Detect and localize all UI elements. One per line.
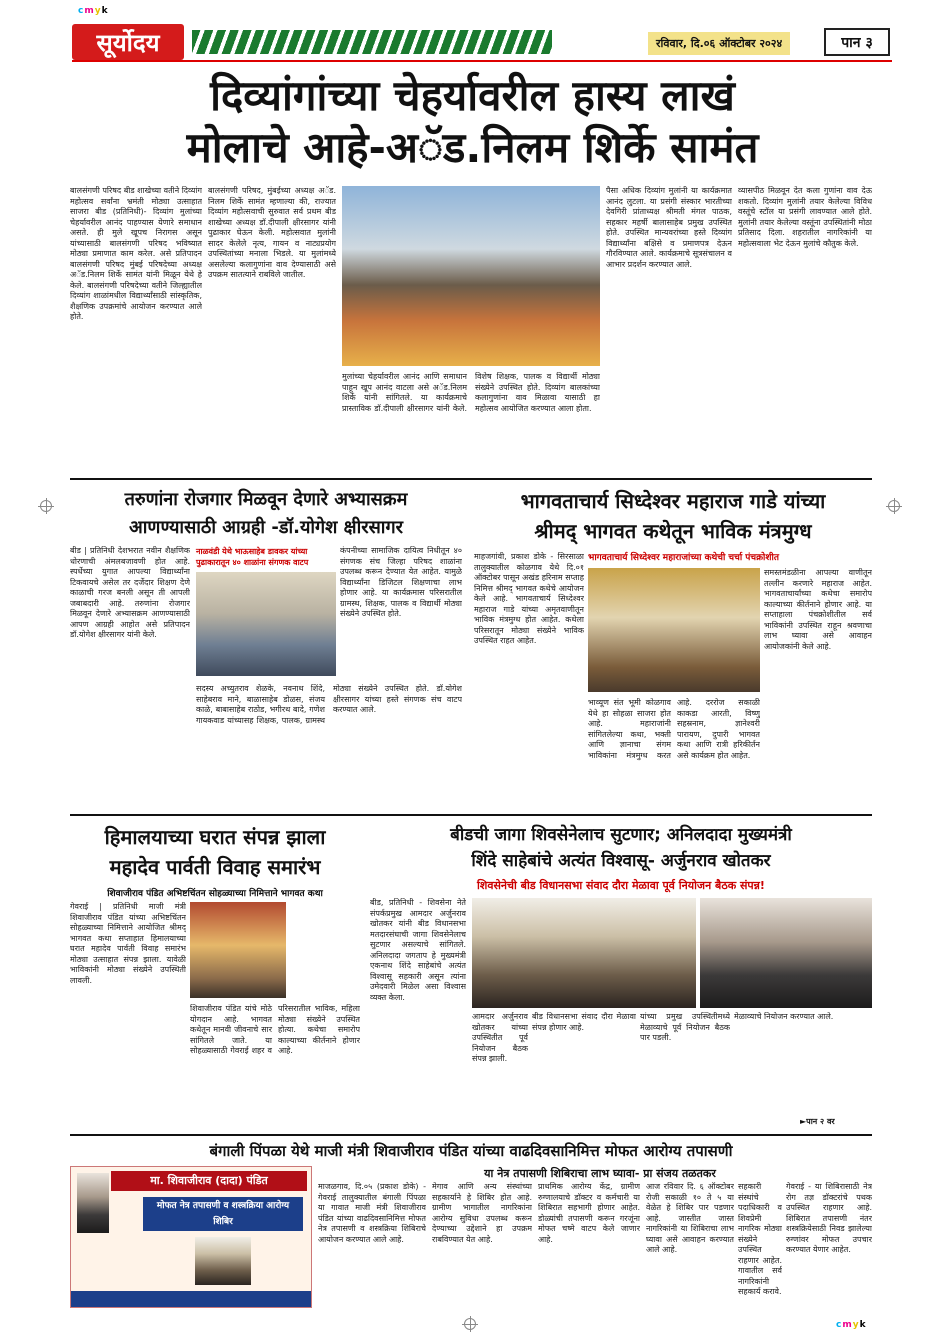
story1-headline-line2: मोलाचे आहे-अॅड.निलम शिर्के सामंत bbox=[186, 123, 759, 172]
registration-mark-bottom bbox=[464, 1318, 476, 1330]
story5-continued-label: पान २ वर bbox=[806, 1117, 835, 1126]
masthead bbox=[72, 24, 892, 62]
poster-footer-strip bbox=[71, 1291, 311, 1307]
story3-headline bbox=[474, 486, 872, 546]
story3-photo-caption: भागवताचार्य सिध्देश्वर महाराजांच्या कथेची चर्चा पंचक्रोशीत bbox=[588, 553, 779, 563]
story5-caption-2: बीड विधानसभा संवाद दौरा मेळावा संपन्न होणार आहे. bbox=[532, 1012, 636, 1032]
story5-headline bbox=[370, 822, 872, 874]
story5-caption-4: मेळाव्याचे नियोजन करण्यात आले. bbox=[734, 1012, 834, 1021]
story1-headline-line1: दिव्यांगांच्या चेहर्यावरील हास्य लाखं bbox=[210, 71, 735, 120]
story3-photo bbox=[588, 568, 760, 692]
story2-column-3: सदस्य अच्युतराव शेळके, नवनाथ शिंदे, साहेबराव माने, बाळासाहेब डोळस, संजय काळे, बाबासाहेब राठोड, भगीरथ बादे, गणेश गायकवाड यांच्यासह शिक्षक, पालक, ग्रामस्थ मोठ्या संख्येने उपस्थित होते. डॉ.योगेश क्षीरसागर यांच्या हस्ते संगणक संच वाटप करण्यात आले. bbox=[196, 684, 462, 725]
story4-headline bbox=[70, 822, 360, 882]
story5-column-1: बीड, प्रतिनिधी - शिवसेना नेते संपर्कप्रमुख आमदार अर्जुनराव खोतकर यांनी बीड विधानसभा मतदारसंघाची जागा शिवसेनेलाच सुटणार असल्याचे सांगितले. अनिलदादा जगताप हे मुख्यमंत्री एकनाथ शिंदे साहेबांचे अत्यंत विश्वासू सहकारी असून त्यांना उमेदवारी मिळेल असा विश्वास व्यक्त केला. bbox=[370, 898, 466, 1002]
continued-arrow-icon: ► bbox=[800, 1117, 807, 1126]
page-number: पान ३ bbox=[824, 28, 890, 56]
decorative-stripe bbox=[192, 30, 552, 54]
story6-column-2: मेगाव आणि अन्य संस्थांच्या सहकार्याने हे शिबिर होत आहे. ग्रामीण भागातील नागरिकांना आरोग्य सुविधा उपलब्ध करून देण्याच्या उद्देशाने हा उपक्रम राबविण्यात येत आहे. bbox=[432, 1182, 532, 1244]
story6-column-1: माजळगाव, दि.०५ (प्रकाश डोके) - गेवराई तालुक्यातील बंगाली पिंपळा या गावात माजी मंत्री शिवाजीराव पंडित यांच्या वाढदिवसानिमित्त मोफत नेत्र तपासणी व शस्त्रक्रिया शिबिराचे आयोजन करण्यात आले आहे. bbox=[318, 1182, 426, 1244]
story4-subhead: शिवाजीराव पंडित अभिष्टचिंतन सोहळ्याच्या निमित्ताने भागवत कथा bbox=[107, 889, 323, 899]
story1-column-4: पैसा अधिक दिव्यांग मुलांनी या कार्यक्रमात आनंद लुटला. या प्रसंगी संस्कार भारतीच्या देवगिरी प्रांताध्यक्ष श्रीमती मंगल पाठक, सहकार महर्षी बालासाहेब प्रमुख उपस्थित होते. उपस्थित मान्यवरांच्या हस्ते दिव्यांग विद्यार्थ्यांना बक्षिसे व प्रमाणपत्र देऊन गौरविण्यात आले. कार्यक्रमाचे सूत्रसंचालन व आभार प्रदर्शन करण्यात आले. bbox=[606, 186, 732, 269]
cmyk-mark-top: cmyk bbox=[78, 6, 109, 16]
story5-subhead: शिवसेनेची बीड विधानसभा संवाद दौरा मेळावा पूर्व नियोजन बैठक संपन्न! bbox=[477, 879, 765, 892]
story6-column-4: आज रविवार दि. ६ ऑक्टोबर रोजी सकाळी १० ते ५ या वेळेत हे शिबिर पार पडणार आहे. जास्तीत जास्त नागरिकांनी या शिबिराचा लाभ घ्यावा असे आवाहन करण्यात आले आहे. bbox=[646, 1182, 734, 1254]
story1-column-3: मुलांच्या चेहर्यावरील आनंद आणि समाधान पाहून खूप आनंद वाटला असे अॅड.निलम शिर्के यांनी सांगितले. या कार्यक्रमाचे प्रास्ताविक डॉ.दीपाली क्षीरसागर यांनी केले. विशेष शिक्षक, पालक व विद्यार्थी मोठ्या संख्येने उपस्थित होते. दिव्यांग बालकांच्या कलागुणांना वाव मिळावा यासाठी हा महोत्सव आयोजित करण्यात आला होता. bbox=[342, 372, 600, 413]
poster-portrait bbox=[77, 1173, 109, 1233]
divider bbox=[70, 1134, 872, 1136]
story4-column-2: शिवाजीराव पंडित यांचे मोठे योगदान आहे. भागवत कथेतून मानवी जीवनाचे सार सांगितले जाते. या सोहळ्यासाठी गेवराई शहर व परिसरातील भाविक, महिला मोठ्या संख्येने उपस्थित होत्या. कथेचा समारोप काल्याच्या कीर्तनाने होणार आहे. bbox=[190, 1004, 360, 1055]
story3-column-1: माहजगांवी, प्रकाश डोके - सिरसाळा तालुक्यातील कोळगाव येथे दि.०१ ऑक्टोबर पासून अखंड हरिनाम सप्ताह निमित्त श्रीमद् भागवत कथेचे आयोजन केले आहे. भागवताचार्य सिध्देश्वर महाराज गाडे यांच्या अमृतवाणीतून भाविक मंत्रमुग्ध होत आहेत. कथेला परिसरातून मोठ्या संख्येने भाविक उपस्थित राहत आहेत. bbox=[474, 552, 584, 645]
story5-continued bbox=[800, 1116, 835, 1127]
story1-column-1: बालसंगणी परिषद बीड शाखेच्या वतीने दिव्यांग महोत्सव सर्वांना भ्रमंती मोठ्या उत्साहात साजरा बीड (प्रतिनिधी)- दिव्यांग मुलांच्या चेहर्यावरील आनंद पाहण्यास येणारे समाधान असते. ही मुले खूपच निरागस असून यांच्यासाठी बालसंगणी परिषद भविष्यात मोठ्या प्रमाणात काम करेल. असे प्रतिपादन बालसंगणी परिषद मुंबई परिषदेच्या अध्यक्ष अॅड.निलम शिर्के सामंत यांनी मिळून येथे हे केले. बालसंगणी परिषदेच्या वतीने जिल्ह्यातील दिव्यांग शाळांमधील विद्यार्थ्यांसाठी सांस्कृतिक, शैक्षणिक उपक्रमांचे आयोजन करण्यात आले होते. bbox=[70, 186, 202, 321]
story2-column-1: बीड | प्रतिनिधी देशभरात नवीन शैक्षणिक धोरणाची अंमलबजावणी होत आहे. स्पर्धेच्या युगात आपल्या विद्यार्थ्यांना टिकवायचे असेल तर दर्जेदार शिक्षण देणे काळाची गरज बनली असून ती आपली जबाबदारी आहे. तरुणांना रोजगार मिळवून देणारे अभ्यासक्रम आणण्यासाठी आपण आग्रही आहोत असे प्रतिपादन डॉ.योगेश क्षीरसागर यांनी केले. bbox=[70, 546, 190, 639]
poster-title-box: मोफत नेत्र तपासणी व शस्त्रक्रिया आरोग्य शिबिर bbox=[143, 1197, 303, 1231]
registration-mark-left bbox=[40, 500, 52, 512]
story4-photo bbox=[190, 902, 286, 998]
story4-headline-line2: महादेव पार्वती विवाह समारंभ bbox=[109, 855, 321, 879]
story2-photo bbox=[196, 572, 336, 676]
poster-name-banner: मा. शिवाजीराव (दादा) पंडित bbox=[111, 1171, 307, 1191]
registration-mark-right bbox=[888, 500, 900, 512]
story1-headline bbox=[70, 70, 875, 174]
story5-headline-line2: शिंदे साहेबांचे अत्यंत विश्वासू- अर्जुनराव खोतकर bbox=[471, 851, 771, 871]
story3-column-2: भाव्यूण संत भूमी कोळगाव येथे हा सोहळा साजरा होत आहे. महाराजांनी सांगितलेल्या कथा, भक्ती आणि ज्ञानाचा संगम भाविकांना मंत्रमुग्ध करत आहे. दररोज सकाळी काकडा आरती, विष्णु सहस्रनाम, ज्ञानेश्वरी पारायण, दुपारी भागवत कथा आणि रात्री हरिकीर्तन असे कार्यक्रम होत आहेत. bbox=[588, 698, 760, 760]
story6-subhead: या नेत्र तपासणी शिबिराचा लाभ घ्यावा- प्रा संजय तळतकर bbox=[484, 1167, 716, 1180]
story3-headline-line2: श्रीमद् भागवत कथेतून भाविक मंत्रमुग्ध bbox=[534, 519, 812, 543]
story2-column-2: कंपनीच्या सामाजिक दायित्व निधीतून ४० संगणक संच जिल्हा परिषद शाळांना उपलब्ध करून देण्यात येत आहेत. यामुळे विद्यार्थ्यांना डिजिटल शिक्षणाचा लाभ होणार आहे. या कार्यक्रमास परिसरातील ग्रामस्थ, शिक्षक, पालक व विद्यार्थी मोठ्या संख्येने उपस्थित होते. bbox=[340, 546, 462, 618]
divider bbox=[70, 814, 872, 816]
newspaper-logo: सूर्योदय bbox=[72, 24, 184, 60]
story2-headline-line1: तरुणांना रोजगार मिळवून देणारे अभ्यासक्रम bbox=[124, 489, 408, 510]
story1-photo bbox=[342, 186, 600, 366]
story2-headline-line2: आणण्यासाठी आग्रही -डॉ.योगेश क्षीरसागर bbox=[129, 517, 403, 538]
story5-photo-speaker bbox=[700, 898, 872, 1008]
cmyk-mark-bottom: cmyk bbox=[836, 1320, 867, 1330]
story2-headline bbox=[70, 486, 462, 542]
story4-headline-line1: हिमालयाच्या घरात संपन्न झाला bbox=[104, 825, 326, 849]
story1-column-2: बालसंगणी परिषद, मुंबईच्या अध्यक्ष अॅड. निलम शिर्के सामंत म्हणाल्या की, राज्यात दिव्यांग महोत्सवाची सुरुवात सर्व प्रथम बीड शाखेच्या अध्यक्ष डॉ.दीपाली क्षीरसागर यांनी पुढाकार घेऊन केली. महोत्सवात मुलांनी सादर केलेले नृत्य, गायन व नाट्यप्रयोग उपस्थितांच्या मनाला भिडले. या मुलांमध्ये असलेल्या कलागुणांना वाव देण्यासाठी असे उपक्रम सातत्याने राबविले जातील. bbox=[208, 186, 336, 279]
story6-column-6: गेवराई - या शिबिरासाठी नेत्र रोग तज्ञ डॉक्टरांचे पथक उपस्थित राहणार आहे. शिबिरात तपासणी नंतर शस्त्रक्रियेसाठी निवड झालेल्या रुग्णांवर मोफत उपचार करण्यात येणार आहेत. bbox=[786, 1182, 872, 1254]
story5-headline-line1: बीडची जागा शिवसेनेलाच सुटणार; अनिलदादा मुख्यमंत्री bbox=[450, 825, 792, 845]
story5-photo-meeting bbox=[472, 898, 696, 1008]
story4-column-1: गेवराई | प्रतिनिधी माजी मंत्री शिवाजीराव पंडित यांच्या अभिष्टचिंतन सोहळ्याच्या निमित्ताने आयोजित श्रीमद् भागवत कथा सप्ताहात हिमालयाच्या घरात महादेव पार्वती विवाह समारंभ मोठ्या उत्साहात संपन्न झाला. यावेळी भाविकांनी मोठ्या संख्येने उपस्थिती लावली. bbox=[70, 902, 186, 985]
story2-photo-caption: नाळवंडी येथे भाऊसाहेब डावकर यांच्या पुढाकारातून ४० शाळांना संगणक वाटप bbox=[196, 547, 309, 567]
story1-column-5: व्यासपीठ मिळवून देत कला गुणांना वाव देऊ शकतो. दिव्यांग मुलांनी तयार केलेल्या विविध वस्तूंचे स्टॉल या प्रसंगी लावण्यात आले होते. मुलांनी तयार केलेल्या वस्तूंना उपस्थितांनी मोठा प्रतिसाद दिला. शहरातील नागरिकांनी या महोत्सवाला भेट देऊन मुलांचे कौतुक केले. bbox=[738, 186, 872, 248]
story6-column-5: सहकारी संस्थांचे पदाधिकारी व शिवप्रेमी नागरिक मोठ्या संख्येने उपस्थित राहणार आहेत. गावातील सर्व नागरिकांनी सहकार्य करावे. bbox=[738, 1182, 782, 1296]
story6-headline: बंगाली पिंपळा येथे माजी मंत्री शिवाजीराव पंडित यांच्या वाढदिवसानिमित्त मोफत आरोग्य तपासणी bbox=[209, 1142, 733, 1160]
story6-column-3: प्राथमिक आरोग्य केंद्र, ग्रामीण रुग्णालयाचे डॉक्टर व कर्मचारी या शिबिरात सहभागी होणार आहेत. डोळ्यांची तपासणी करून गरजूंना मोफत चष्मे वाटप केले जाणार आहे. bbox=[538, 1182, 640, 1244]
story3-column-3: समस्तमंडळीना आपल्या वाणीतून तल्लीन करणारे महाराज आहेत. भागवताचार्यांच्या कथेचा समारोप काल्याच्या कीर्तनाने होणार आहे. या सप्ताहाला पंचक्रोशीतील सर्व भाविकांनी उपस्थित राहून श्रवणाचा लाभ घ्यावा असे आवाहन आयोजकांनी केले आहे. bbox=[764, 568, 872, 651]
poster-photo bbox=[195, 1237, 251, 1285]
story6-poster bbox=[70, 1166, 312, 1308]
story5-caption-1: आमदार अर्जुनराव खोतकर यांच्या उपस्थितीत पूर्व नियोजन बैठक संपन्न झाली. bbox=[472, 1012, 528, 1063]
dateline: रविवार, दि.०६ ऑक्टोबर २०२४ bbox=[648, 32, 790, 55]
story5-caption-3: यांच्या प्रमुख उपस्थितीमध्ये मेळाव्याचे पूर्व नियोजन बैठक पार पडली. bbox=[640, 1012, 730, 1042]
story3-headline-line1: भागवताचार्य सिध्देश्वर महाराज गाडे यांच्या bbox=[520, 489, 826, 513]
divider bbox=[70, 478, 872, 480]
